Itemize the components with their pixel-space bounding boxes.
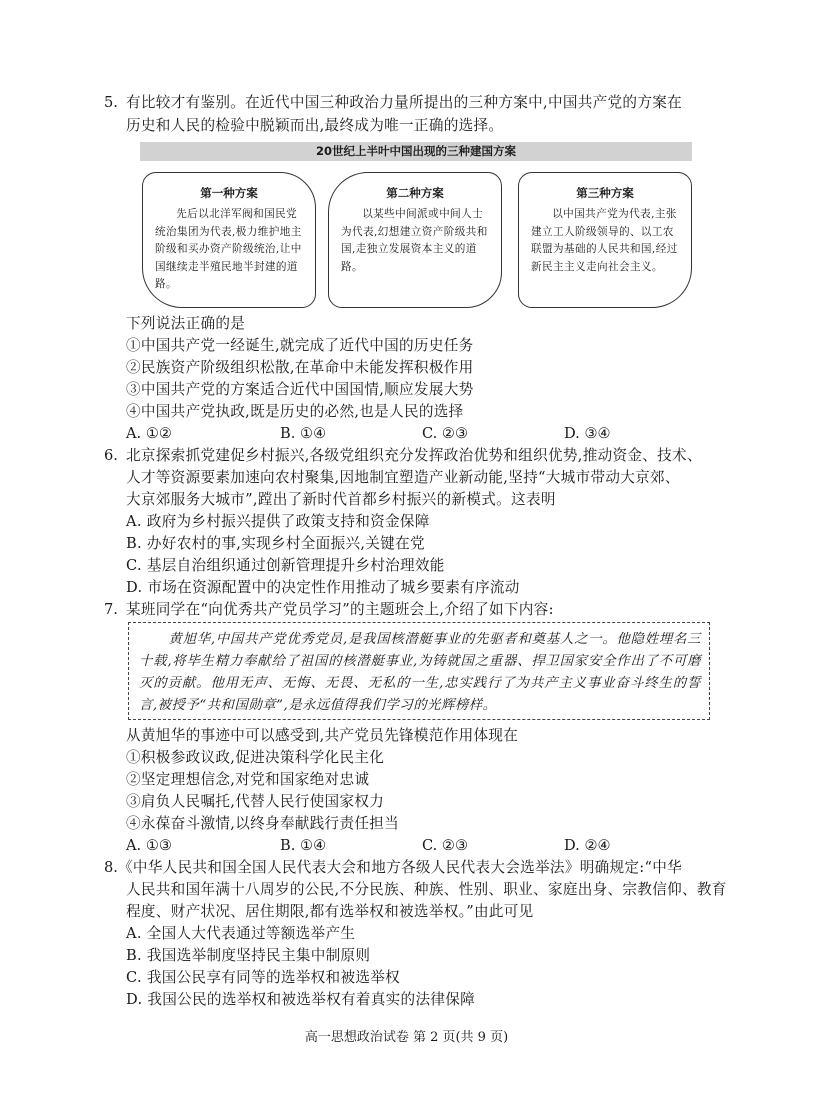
q5-banner: 20世纪上半叶中国出现的三种建国方案 — [140, 142, 692, 161]
q8-stem-line2: 人民共和国年满十八周岁的公民,不分民族、种族、性别、职业、家庭出身、宗教信仰、教育 — [126, 881, 727, 898]
q5-stem-line1: 有比较才有鉴别。在近代中国三种政治力量所提出的三种方案中,中国共产党的方案在 — [126, 94, 683, 111]
q5-prompt: 下列说法正确的是 — [126, 315, 246, 332]
q5-choice-b[interactable]: B. ①④ — [280, 425, 327, 442]
plan-body: 以某些中间派或中间人士为代表,幻想建立资产阶级共和国,走独立发展资本主义的道路。 — [341, 208, 488, 273]
q6-option-b[interactable]: B. 办好农村的事,实现乡村全面振兴,关键在党 — [126, 535, 425, 552]
q5-choice-c[interactable]: C. ②③ — [422, 425, 469, 442]
q8-option-c[interactable]: C. 我国公民享有同等的选举权和被选举权 — [126, 969, 401, 986]
q7-choice-b[interactable]: B. ①④ — [280, 837, 327, 854]
plan-title: 第一种方案 — [200, 186, 258, 200]
q5-item-4: ④中国共产党执政,既是历史的必然,也是人民的选择 — [126, 403, 464, 420]
q8-stem-line3: 程度、财产状况、居住期限,都有选举权和被选举权。”由此可见 — [126, 903, 534, 920]
q5-choice-a[interactable]: A. ①② — [126, 425, 172, 442]
q5-choice-d[interactable]: D. ③④ — [564, 425, 611, 442]
q8-option-d[interactable]: D. 我国公民的选举权和被选举权有着真实的法律保障 — [126, 991, 476, 1008]
q6-number: 6. — [104, 447, 118, 464]
q8-option-a[interactable]: A. 全国人大代表通过等额选举产生 — [126, 925, 356, 942]
plan-body: 先后以北洋军阀和国民党统治集团为代表,极力维护地主阶级和买办资产阶级统治,让中国继续走半殖民地半封建的道路。 — [155, 208, 302, 290]
q7-stem: 某班同学在“向优秀共产党员学习”的主题班会上,介绍了如下内容: — [126, 601, 554, 618]
q7-number: 7. — [104, 601, 118, 618]
plan-title: 第二种方案 — [386, 186, 444, 200]
q6-stem-line2: 人才等资源要素加速向农村聚集,因地制宜塑造产业新动能,坚持“大城市带动大京郊、 — [126, 469, 680, 486]
plan-card-3 — [518, 172, 692, 308]
q7-item-2: ②坚定理想信念,对党和国家绝对忠诚 — [126, 771, 370, 788]
q7-item-4: ④永葆奋斗激情,以终身奉献践行责任担当 — [126, 815, 400, 832]
q7-choice-a[interactable]: A. ①③ — [126, 837, 172, 854]
plan-title: 第三种方案 — [576, 186, 634, 200]
q5-stem-line2: 历史和人民的检验中脱颖而出,最终成为唯一正确的选择。 — [126, 117, 504, 134]
q6-stem-line1: 北京探索抓党建促乡村振兴,各级党组织充分发挥政治优势和组织优势,推动资金、技术、 — [126, 447, 702, 464]
q7-quote-text: 黄旭华,中国共产党优秀党员,是我国核潜艇事业的先驱者和奠基人之一。他隐姓埋名三十载,将毕生精力奉献给了祖国的核潜艇事业,为铸就国之重器、捍卫国家安全作出了不可磨灭的贡献。他用无声、无悔、无畏、无私的一生,忠实践行了为共产主义事业奋斗终生的誓言,被授予“共和国勋章”,是永远值得我们学习的光辉榜样。 — [139, 632, 701, 713]
q6-option-a[interactable]: A. 政府为乡村振兴提供了政策支持和资金保障 — [126, 513, 430, 530]
q7-item-3: ③肩负人民嘱托,代替人民行使国家权力 — [126, 793, 385, 810]
q8-option-b[interactable]: B. 我国选举制度坚持民主集中制原则 — [126, 947, 371, 964]
q6-option-d[interactable]: D. 市场在资源配置中的决定性作用推动了城乡要素有序流动 — [126, 579, 520, 596]
q8-number: 8. — [104, 859, 118, 876]
q7-choice-d[interactable]: D. ②④ — [564, 837, 611, 854]
q5-item-2: ②民族资产阶级组织松散,在革命中未能发挥积极作用 — [126, 359, 474, 376]
plan-card-1 — [142, 172, 316, 308]
page-footer: 高一思想政治试卷 第 2 页(共 9 页) — [304, 1030, 509, 1045]
q6-stem-line3: 大京郊服务大城市”,蹚出了新时代首都乡村振兴的新模式。这表明 — [126, 491, 556, 508]
q5-item-3: ③中国共产党的方案适合近代中国国情,顺应发展大势 — [126, 381, 474, 398]
plan-card-2 — [328, 172, 502, 308]
q7-quote-box — [128, 622, 710, 720]
q5-item-1: ①中国共产党一经诞生,就完成了近代中国的历史任务 — [126, 337, 474, 354]
q8-stem-line1: 《中华人民共和国全国人民代表大会和地方各级人民代表大会选举法》明确规定:“中华 — [118, 859, 683, 876]
q6-option-c[interactable]: C. 基层自治组织通过创新管理提升乡村治理效能 — [126, 557, 445, 574]
q5-number: 5. — [104, 94, 118, 111]
plan-body: 以中国共产党为代表,主张建立工人阶级领导的、以工农联盟为基础的人民共和国,经过新民主主义走向社会主义。 — [531, 208, 678, 273]
q7-prompt: 从黄旭华的事迹中可以感受到,共产党员先锋模范作用体现在 — [126, 727, 519, 744]
q7-choice-c[interactable]: C. ②③ — [422, 837, 469, 854]
q7-item-1: ①积极参政议政,促进决策科学化民主化 — [126, 749, 385, 766]
